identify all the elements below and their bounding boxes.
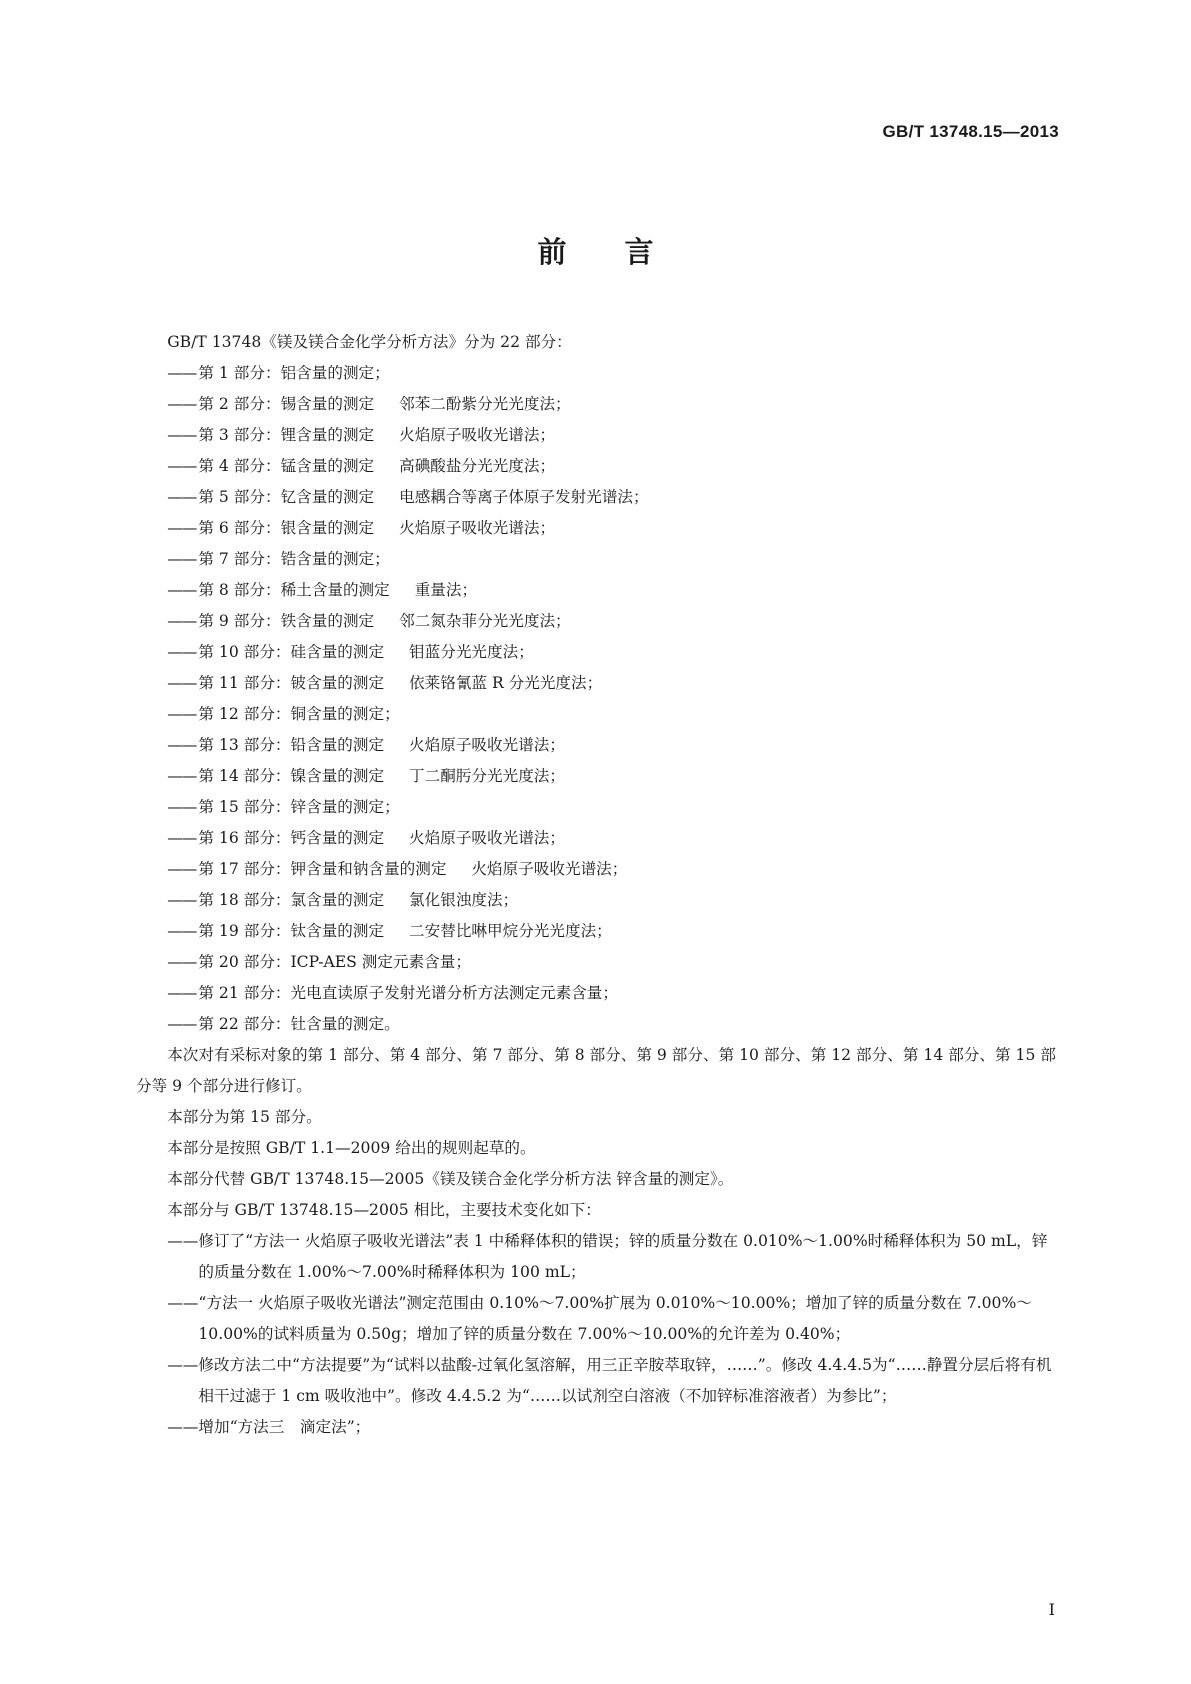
page-title (0, 230, 1191, 271)
part-method: 依莱铬氰蓝 R 分光光度法； (409, 674, 603, 692)
list-item: —— 第 16 部分：钙含量的测定 火焰原子吸收光谱法； (167, 829, 565, 847)
page-number: I (1048, 1600, 1055, 1619)
part-label: 第 20 部分：ICP-AES 测定元素含量； (198, 953, 471, 971)
change-item: ——“方法一 火焰原子吸收光谱法”测定范围由 0.10%～7.00%扩展为 0.010%～10.00%；增加了锌的质量分数在 7.00%～10.00%的试料质量为 0.50g；增加了锌的质量分数在 7.00%～10.00%的允许差为 0.40%； (167, 1294, 1032, 1343)
part-label: 第 13 部分：铅含量的测定 (198, 736, 385, 754)
change-item: ——修改方法二中“方法提要”为“试料以盐酸-过氧化氢溶解，用三正辛胺萃取锌，……”。修改 4.4.4.5为“……静置分层后将有机相干过滤于 1 cm 吸收池中”。修改 4.4.5.2 为“……以试剂空白溶液（不加锌标准溶液者）为参比”； (167, 1356, 1052, 1405)
part-label: 第 21 部分：光电直读原子发射光谱分析方法测定元素含量； (198, 984, 618, 1002)
part-label: 第 8 部分：稀土含量的测定 (198, 581, 390, 599)
part-method: 钼蓝分光光度法； (409, 643, 534, 661)
title-char-1: 前 (537, 235, 567, 269)
change-item: ——修订了“方法一 火焰原子吸收光谱法”表 1 中稀释体积的错误；锌的质量分数在 0.010%～1.00%时稀释体积为 50 mL，锌的质量分数在 1.00%～7.00%时稀释体积为 100 mL； (167, 1232, 1048, 1281)
part-method: 电感耦合等离子体原子发射光谱法； (399, 488, 649, 506)
list-item: —— 第 2 部分：锡含量的测定 邻苯二酚紫分光光度法； (167, 395, 571, 413)
list-item: —— 第 5 部分：钇含量的测定 电感耦合等离子体原子发射光谱法； (167, 488, 649, 506)
part-label: 第 2 部分：锡含量的测定 (198, 395, 375, 413)
part-method: 火焰原子吸收光谱法； (399, 426, 556, 444)
list-item: —— 第 12 部分：铜含量的测定； (167, 705, 400, 723)
part-label: 第 9 部分：铁含量的测定 (198, 612, 375, 630)
changes-list (136, 1226, 1056, 1443)
drafting-paragraph: 本部分是按照 GB/T 1.1—2009 给出的规则起草的。 (167, 1139, 536, 1157)
part-label: 第 22 部分：钍含量的测定。 (198, 1015, 400, 1033)
list-item: —— 第 14 部分：镍含量的测定 丁二酮肟分光光度法； (167, 767, 565, 785)
replaces-paragraph: 本部分代替 GB/T 13748.15—2005《镁及镁合金化学分析方法 锌含量的测定》。 (167, 1170, 734, 1188)
part-label: 第 1 部分：铝含量的测定； (198, 364, 390, 382)
list-item: —— 第 20 部分：ICP-AES 测定元素含量； (167, 953, 471, 971)
list-item: —— 第 8 部分：稀土含量的测定 重量法； (167, 581, 478, 599)
foreword-body (136, 327, 1056, 1443)
list-item: —— 第 21 部分：光电直读原子发射光谱分析方法测定元素含量； (167, 984, 618, 1002)
part-method: 火焰原子吸收光谱法； (399, 519, 556, 537)
part-label: 第 17 部分：钾含量和钠含量的测定 (198, 860, 447, 878)
list-item: —— 第 22 部分：钍含量的测定。 (167, 1015, 400, 1033)
part-label: 第 10 部分：硅含量的测定 (198, 643, 385, 661)
part-label: 第 7 部分：锆含量的测定； (198, 550, 390, 568)
list-item: —— 第 13 部分：铅含量的测定 火焰原子吸收光谱法； (167, 736, 565, 754)
part-method: 火焰原子吸收光谱法； (471, 860, 628, 878)
part-label: 第 3 部分：锂含量的测定 (198, 426, 375, 444)
list-item: —— 第 18 部分：氯含量的测定 氯化银浊度法； (167, 891, 519, 909)
part-label: 第 16 部分：钙含量的测定 (198, 829, 385, 847)
list-item: —— 第 9 部分：铁含量的测定 邻二氮杂菲分光光度法； (167, 612, 571, 630)
list-item: —— 第 15 部分：锌含量的测定； (167, 798, 400, 816)
list-item: —— 第 4 部分：锰含量的测定 高碘酸盐分光光度法； (167, 457, 556, 475)
this-part-paragraph: 本部分为第 15 部分。 (167, 1108, 322, 1126)
part-label: 第 12 部分：铜含量的测定； (198, 705, 400, 723)
part-label: 第 5 部分：钇含量的测定 (198, 488, 375, 506)
part-method: 重量法； (414, 581, 478, 599)
part-method: 高碘酸盐分光光度法； (399, 457, 556, 475)
part-label: 第 18 部分：氯含量的测定 (198, 891, 385, 909)
part-method: 氯化银浊度法； (409, 891, 519, 909)
part-label: 第 15 部分：锌含量的测定； (198, 798, 400, 816)
list-item: —— 第 11 部分：铍含量的测定 依莱铬氰蓝 R 分光光度法； (167, 674, 603, 692)
part-label: 第 6 部分：银含量的测定 (198, 519, 375, 537)
list-item: —— 第 17 部分：钾含量和钠含量的测定 火焰原子吸收光谱法； (167, 860, 628, 878)
part-method: 二安替比啉甲烷分光光度法； (409, 922, 612, 940)
list-item: —— 第 10 部分：硅含量的测定 钼蓝分光光度法； (167, 643, 534, 661)
compare-paragraph: 本部分与 GB/T 13748.15—2005 相比，主要技术变化如下： (167, 1201, 601, 1219)
title-char-2: 言 (624, 235, 654, 269)
part-label: 第 4 部分：锰含量的测定 (198, 457, 375, 475)
part-label: 第 14 部分：镍含量的测定 (198, 767, 385, 785)
list-item: —— 第 3 部分：锂含量的测定 火焰原子吸收光谱法； (167, 426, 556, 444)
part-label: 第 19 部分：钛含量的测定 (198, 922, 385, 940)
intro-paragraph: GB/T 13748《镁及镁合金化学分析方法》分为 22 部分： (167, 333, 572, 351)
standard-code: GB/T 13748.15—2013 (882, 122, 1059, 141)
list-item: —— 第 1 部分：铝含量的测定； (167, 364, 390, 382)
part-method: 丁二酮肟分光光度法； (409, 767, 565, 785)
part-method: 邻苯二酚紫分光光度法； (399, 395, 571, 413)
revision-paragraph: 本次对有采标对象的第 1 部分、第 4 部分、第 7 部分、第 8 部分、第 9 部分、第 10 部分、第 12 部分、第 14 部分、第 15 部分等 9 个部分进行修订。 (136, 1046, 1056, 1095)
change-item: ——增加“方法三 滴定法”； (167, 1418, 371, 1436)
part-label: 第 11 部分：铍含量的测定 (198, 674, 385, 692)
list-item: —— 第 7 部分：锆含量的测定； (167, 550, 390, 568)
list-item: —— 第 6 部分：银含量的测定 火焰原子吸收光谱法； (167, 519, 556, 537)
list-item: —— 第 19 部分：钛含量的测定 二安替比啉甲烷分光光度法； (167, 922, 612, 940)
part-method: 火焰原子吸收光谱法； (409, 736, 565, 754)
part-method: 邻二氮杂菲分光光度法； (399, 612, 571, 630)
parts-list (136, 358, 1056, 1040)
part-method: 火焰原子吸收光谱法； (409, 829, 565, 847)
